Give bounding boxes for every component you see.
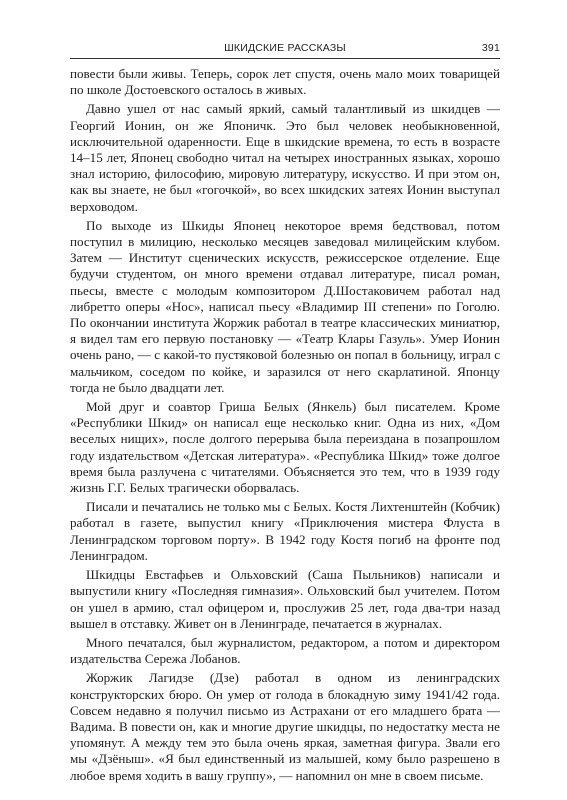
paragraph-lobanov: Много печатался, был журналистом, редактором, а потом и директором издательства Сережа Лобанов. — [70, 634, 500, 667]
page-number: 391 — [481, 42, 500, 54]
paragraph-belykh: Мой друг и соавтор Гриша Белых (Янкель) был писателем. Кроме «Республики Шкид» он написал еще несколько книг. Одна из них, «Дом веселых нищих», после долгого перерыва была переиздана в позапрошлом году издательством «Детская литература». «Республика Шкид» тоже долгое время была разлучена с читателями. Объясняется это тем, что в 1939 году жизнь Г.Г. Белых трагически оборвалась. — [70, 399, 500, 496]
paragraph-lagidze: Жоржик Лагидзе (Дзе) работал в одном из ленинградских конструкторских бюро. Он умер от голода в блокадную зиму 1941/42 года. Совсем недавно я получил письмо из Астрахани от его младшего брата — Вадима. В повести он, как и многие другие шкидцы, по недостатку места не упомянут. А между тем это была очень яркая, заметная фигура. Звали его мы «Дзёныш». «Я был единственный из малышей, кому было разрешено в любое время ходить в вашу группу», — напомнил он мне в своем письме. — [70, 670, 500, 783]
running-head — [70, 38, 500, 59]
paragraph-ionin: Давно ушел от нас самый яркий, самый талантливый из шкидцев — Георгий Ионин, он же Японичк. Это был человек необыкновенной, исключительной одаренности. Еще в шкидские времена, то есть в возрасте 14–15 лет, Японец свободно читал на четырех иностранных языках, хорошо знал историю, философию, мировую литературу, искусство. И при этом он, как вы знаете, не был «гогочкой», во всех шкидских затеях Ионин выступал верховодом. — [70, 101, 500, 214]
paragraph-olkhovsky: Шкидцы Евстафьев и Ольховский (Саша Пыльников) написали и выпустили книгу «Последняя гимназия». Ольховский был учителем. Потом он ушел в армию, стал офицером и, прослужив 25 лет, года два-три назад вышел в отставку. Живет он в Ленинграде, печатается в журналах. — [70, 567, 500, 631]
body-text — [70, 66, 500, 784]
paragraph-continuation: повести были живы. Теперь, сорок лет спустя, очень мало моих товарищей по школе Достоевского осталось в живых. — [70, 66, 500, 98]
paragraph-ionin-career: По выходе из Шкиды Японец некоторое время бедствовал, потом поступил в милицию, несколько месяцев заведовал милицейским клубом. Затем — Институт сценических искусств, режиссерское отделение. Еще будучи студентом, он много времени отдавал литературе, писал роман, пьесы, вместе с молодым композитором Д.Шостаковичем работал над либретто оперы «Нос», написал пьесу «Владимир III степени» по Гоголю. По окончании института Жоржик работал в театре классических миниатюр, я видел там его первую постановку — «Театр Клары Газуль». Умер Ионин очень рано, — с какой-то пустяковой болезнью он попал в больницу, играл с мальчиком, соседом по койке, и заразился от него скарлатиной. Японцу тогда не было двадцати лет. — [70, 217, 500, 395]
running-title: ШКИДСКИЕ РАССКАЗЫ — [224, 42, 346, 54]
paragraph-likhtenshtein: Писали и печатались не только мы с Белых. Костя Лихтенштейн (Кобчик) работал в газете, выпустил книгу «Приключения мистера Флуста в Ленинградском торговом порту». В 1942 году Костя погиб на фронте под Ленинградом. — [70, 499, 500, 563]
